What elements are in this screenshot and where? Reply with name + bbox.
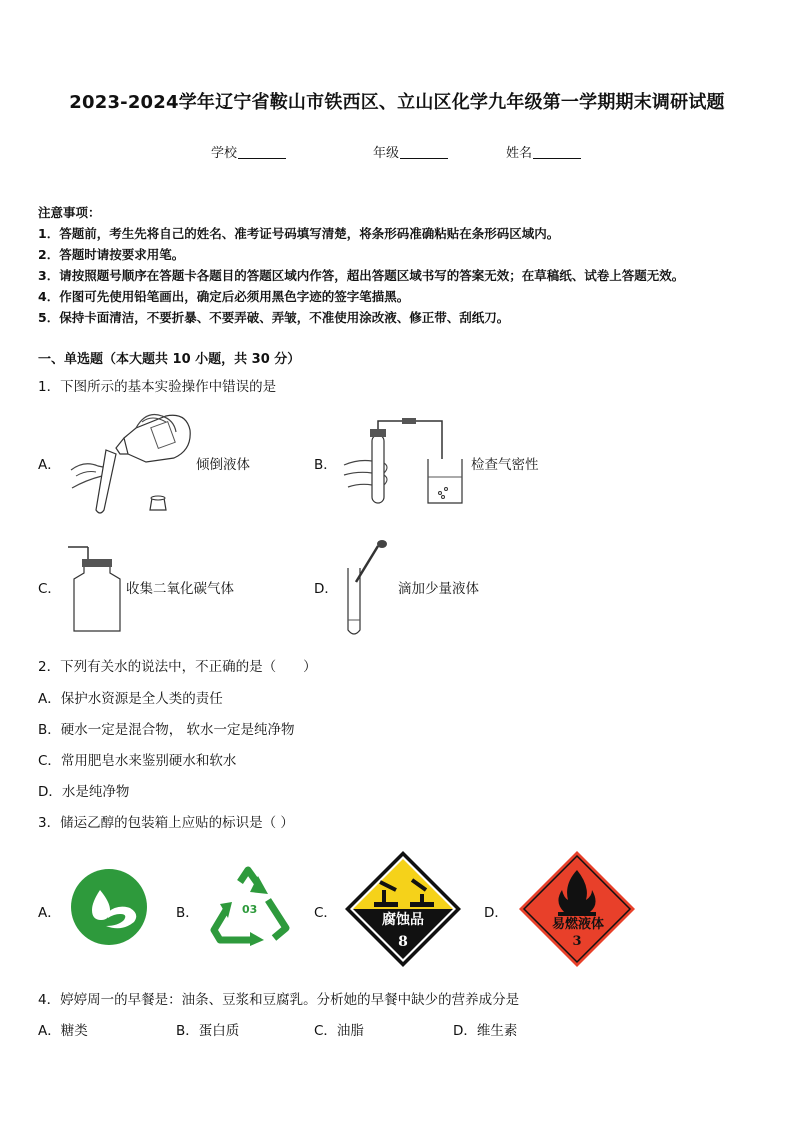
corrosive-label: 腐蚀品 [382,912,424,928]
q2-option-d[interactable]: D．水是纯净物 [38,784,130,800]
note-item: 2．答题时请按要求用笔。 [38,247,185,262]
notes-heading: 注意事项： [38,205,101,220]
q4-option-c[interactable]: C．油脂 [314,1023,364,1039]
note-item: 3．请按照题号顺序在答题卡各题目的答题区域内作答，超出答题区域书写的答案无效；在草稿纸、试卷上答题无效。 [38,268,685,283]
q4-option-a[interactable]: A．糖类 [38,1023,88,1039]
q4-option-b[interactable]: B．蛋白质 [176,1023,240,1039]
grade-label: 年级 [373,146,400,161]
water-saving-sign-icon [70,868,148,946]
q1-option-c-letter[interactable]: C． [38,581,61,597]
name-label: 姓名 [506,146,533,161]
gas-collection-bottle-icon [66,543,126,635]
q3-option-d-letter[interactable]: D． [484,905,508,921]
flammable-liquid-sign-icon [518,850,636,968]
flammable-label: 易燃液体 [551,917,604,932]
section-title: 一、单选题（本大题共 10 小题，共 30 分） [38,352,301,367]
question-3-stem: 3．储运乙醇的包装箱上应贴的标识是（ ） [38,815,294,831]
pour-liquid-icon [66,410,196,520]
note-item: 1．答题前，考生先将自己的姓名、准考证号码填写清楚，将条形码准确粘贴在条形码区域内。 [38,226,560,241]
school-label: 学校 [211,146,238,161]
q1-option-d-letter[interactable]: D． [314,581,338,597]
flammable-class-number: 3 [572,934,582,949]
q3-option-b-letter[interactable]: B． [176,905,199,921]
note-item: 5．保持卡面清洁，不要折暴、不要弄破、弄皱，不准使用涂改液、修正带、刮纸刀。 [38,310,510,325]
q1-option-b-letter[interactable]: B． [314,457,337,473]
grade-field[interactable] [373,142,448,161]
question-4-stem: 4．婷婷周一的早餐是：油条、豆浆和豆腐乳。分析她的早餐中缺少的营养成分是 [38,992,520,1008]
q1-option-a-label: 倾倒液体 [196,457,250,473]
q2-option-c[interactable]: C．常用肥皂水来鉴别硬水和软水 [38,753,237,769]
q1-option-d-label: 滴加少量液体 [398,581,479,597]
name-field[interactable] [506,142,581,161]
q1-option-b-label: 检查气密性 [471,457,539,473]
question-2-stem: 2．下列有关水的说法中，不正确的是（ ） [38,659,317,675]
dropper-test-tube-icon [342,538,392,640]
school-field[interactable] [211,142,286,161]
airtightness-check-icon [340,415,470,510]
q3-option-a-letter[interactable]: A． [38,905,61,921]
q1-option-a-letter[interactable]: A． [38,457,61,473]
note-item: 4．作图可先使用铅笔画出，确定后必须用黑色字迹的签字笔描黑。 [38,289,410,304]
q4-option-d[interactable]: D．维生素 [453,1023,518,1039]
corrosive-class-number: 8 [398,934,408,950]
q3-option-c-letter[interactable]: C． [314,905,337,921]
q1-option-c-label: 收集二氧化碳气体 [126,581,234,597]
q2-option-a[interactable]: A．保护水资源是全人类的责任 [38,691,223,707]
recycle-code: 03 [242,903,258,916]
page-title: 2023-2024学年辽宁省鞍山市铁西区、立山区化学九年级第一学期期末调研试题 [69,92,725,113]
q2-option-b[interactable]: B．硬水一定是混合物， 软水一定是纯净物 [38,722,295,738]
question-1-stem: 1．下图所示的基本实验操作中错误的是 [38,379,277,395]
